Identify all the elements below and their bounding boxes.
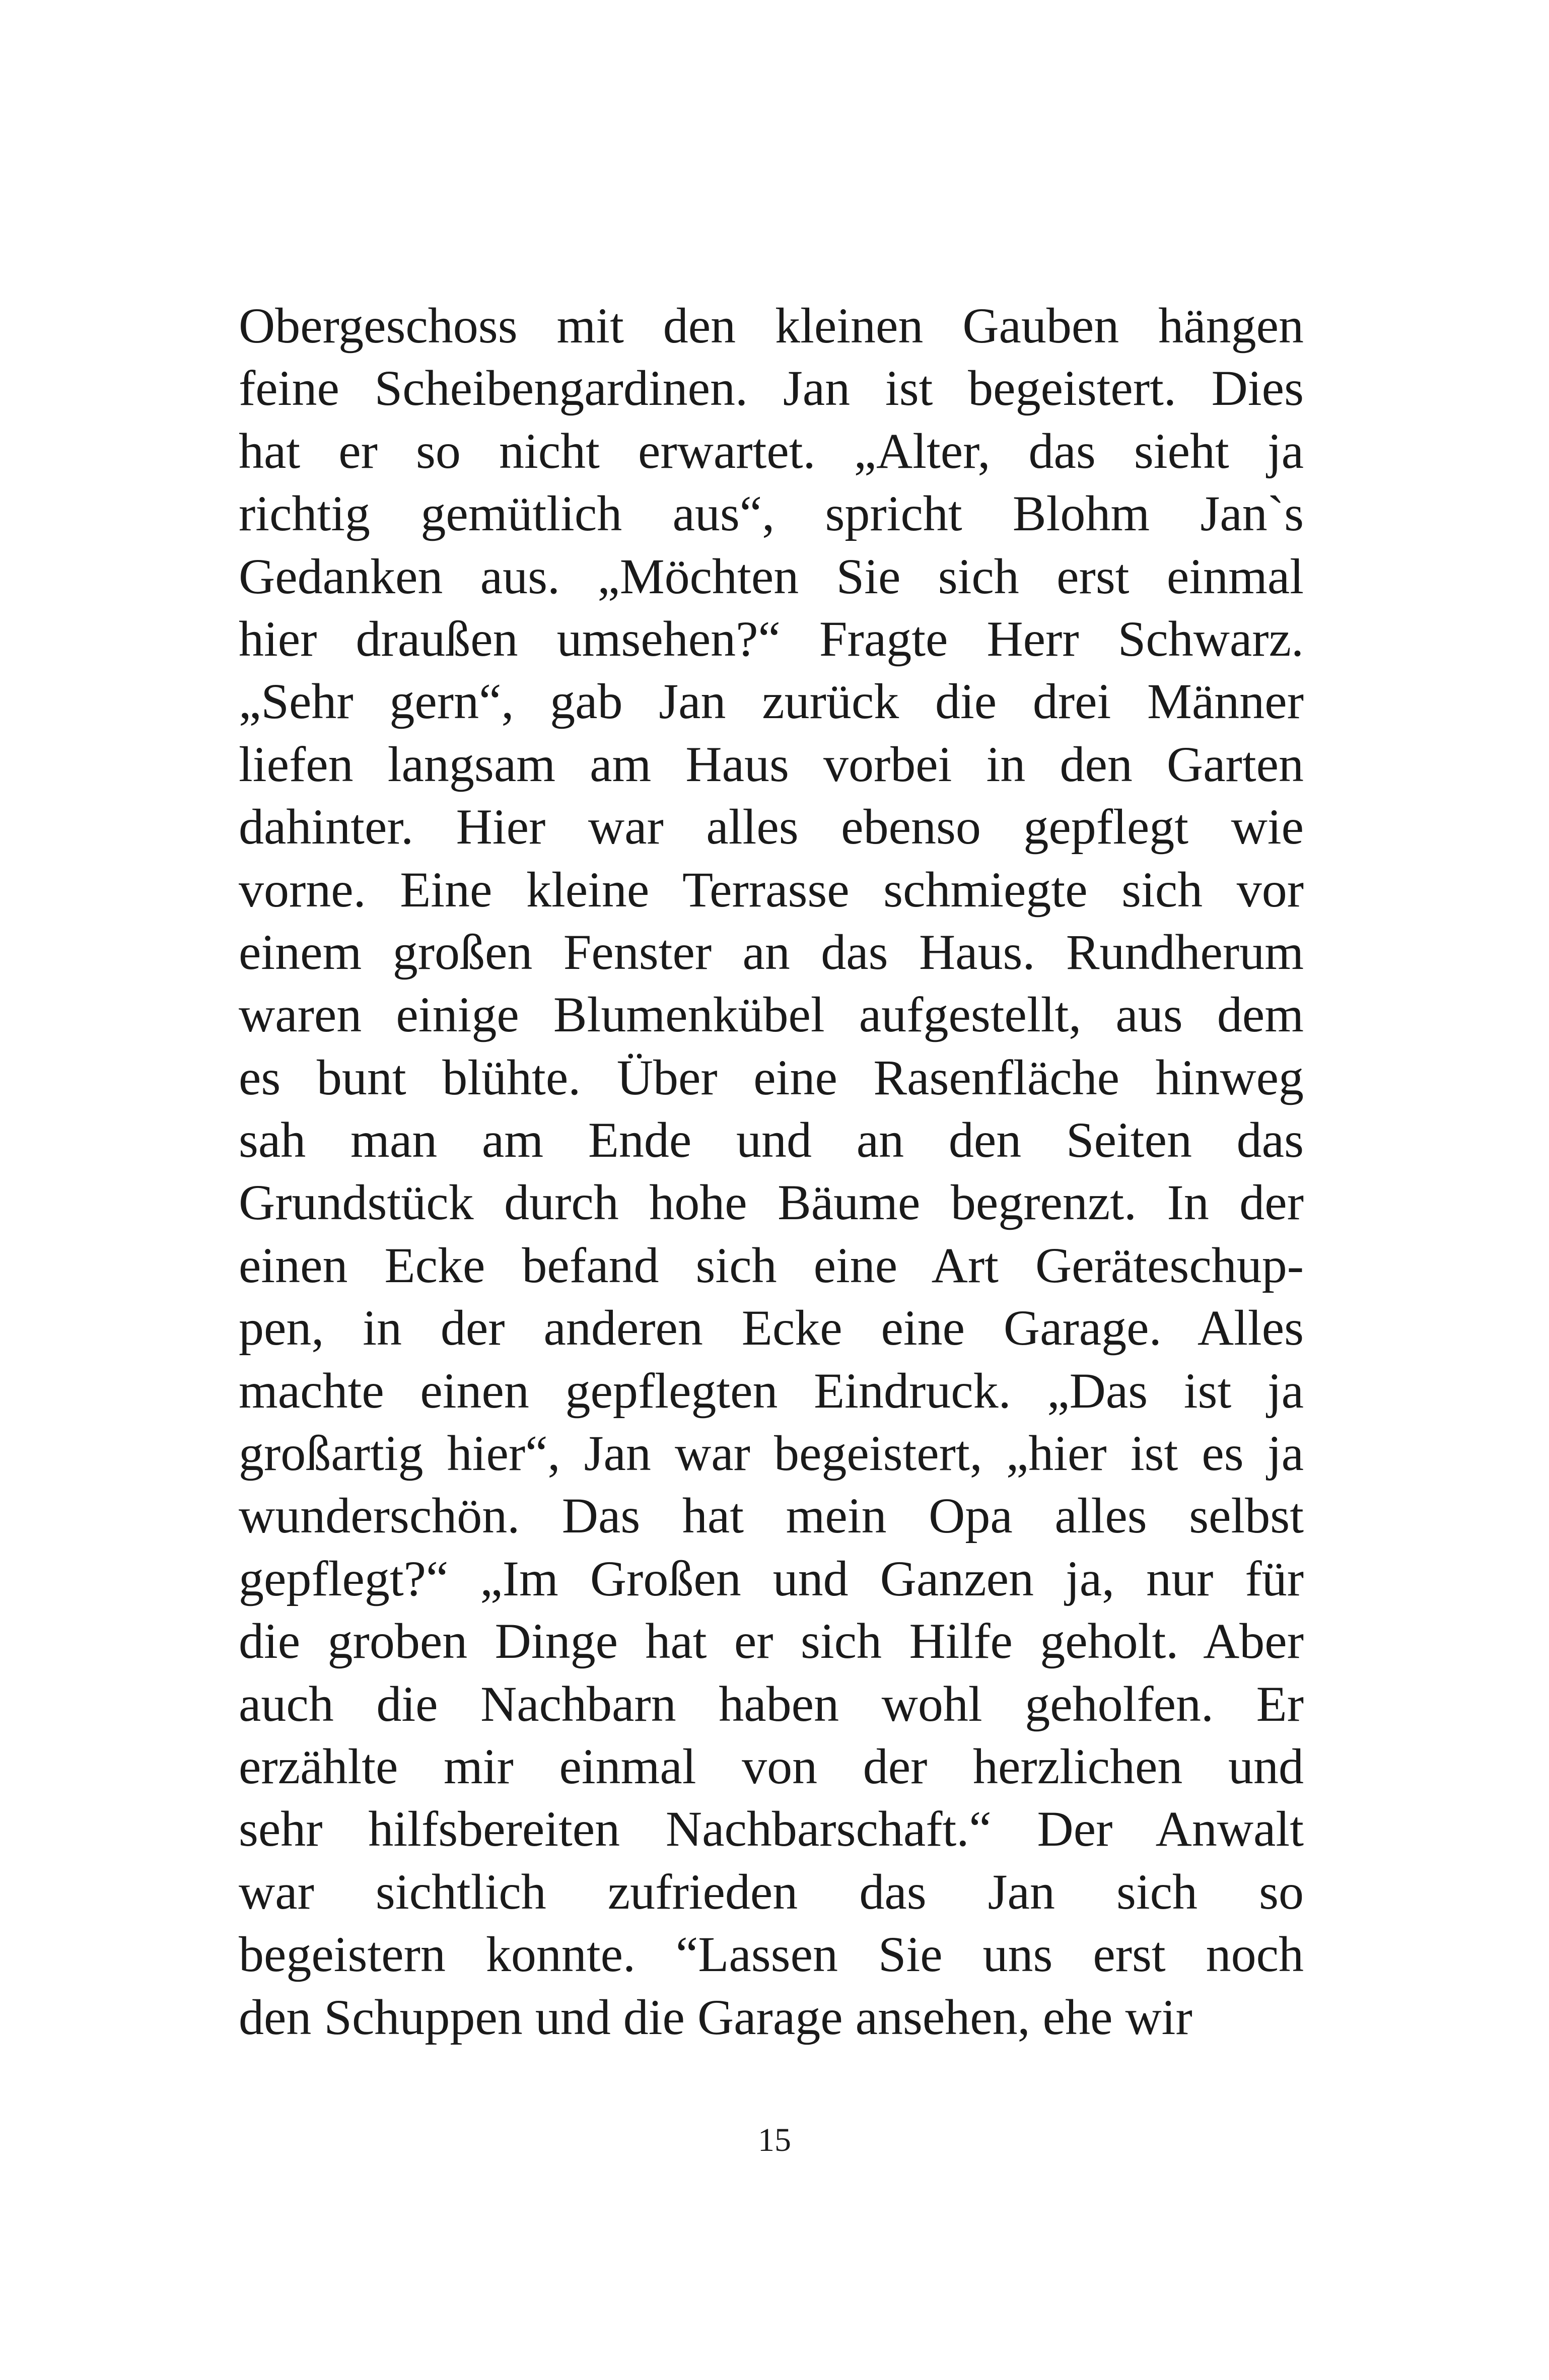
text-line: vorne. Eine kleine Terrasse schmiegte sich vor — [239, 861, 1304, 918]
text-line: sehr hilfsbereiten Nachbarschaft.“ Der Anwalt — [239, 1801, 1304, 1857]
text-line: Gedanken aus. „Möchten Sie sich erst einmal — [239, 548, 1304, 604]
page-number: 15 — [758, 2122, 791, 2158]
text-line: richtig gemütlich aus“, spricht Blohm Jan`s — [239, 485, 1304, 542]
text-line: begeistern konnte. “Lassen Sie uns erst noch — [239, 1926, 1304, 1983]
body-text — [239, 295, 1304, 2049]
text-line: „Sehr gern“, gab Jan zurück die drei Männer — [239, 673, 1304, 730]
text-line: großartig hier“, Jan war begeistert, „hier ist es ja — [239, 1425, 1304, 1482]
text-line: wunderschön. Das hat mein Opa alles selbst — [239, 1488, 1304, 1544]
text-line: hat er so nicht erwartet. „Alter, das sieht ja — [239, 423, 1304, 479]
text-line: erzählte mir einmal von der herzlichen und — [239, 1738, 1304, 1794]
text-line: sah man am Ende und an den Seiten das — [239, 1112, 1304, 1168]
text-line: einem großen Fenster an das Haus. Rundherum — [239, 924, 1304, 980]
text-line: feine Scheibengardinen. Jan ist begeistert. Dies — [239, 360, 1304, 416]
text-line: pen, in der anderen Ecke eine Garage. Alles — [239, 1300, 1304, 1356]
text-line: es bunt blühte. Über eine Rasenfläche hinweg — [239, 1049, 1304, 1105]
text-line: waren einige Blumenkübel aufgestellt, aus dem — [239, 987, 1304, 1043]
text-line: den Schuppen und die Garage ansehen, ehe wir — [239, 1989, 1192, 2045]
text-line: liefen langsam am Haus vorbei in den Garten — [239, 736, 1304, 792]
text-line: dahinter. Hier war alles ebenso gepflegt wie — [239, 799, 1304, 855]
text-line: einen Ecke befand sich eine Art Geräteschup- — [239, 1237, 1304, 1293]
text-line: machte einen gepflegten Eindruck. „Das ist ja — [239, 1362, 1304, 1419]
text-line: gepflegt?“ „Im Großen und Ganzen ja, nur für — [239, 1550, 1304, 1606]
text-line: die groben Dinge hat er sich Hilfe geholt. Aber — [239, 1613, 1304, 1669]
text-line: auch die Nachbarn haben wohl geholfen. Er — [239, 1675, 1304, 1732]
text-line: Grundstück durch hohe Bäume begrenzt. In der — [239, 1174, 1304, 1231]
text-line: Obergeschoss mit den kleinen Gauben hängen — [239, 298, 1304, 354]
text-line: war sichtlich zufrieden das Jan sich so — [239, 1863, 1304, 1920]
text-line: hier draußen umsehen?“ Fragte Herr Schwarz. — [239, 610, 1304, 667]
